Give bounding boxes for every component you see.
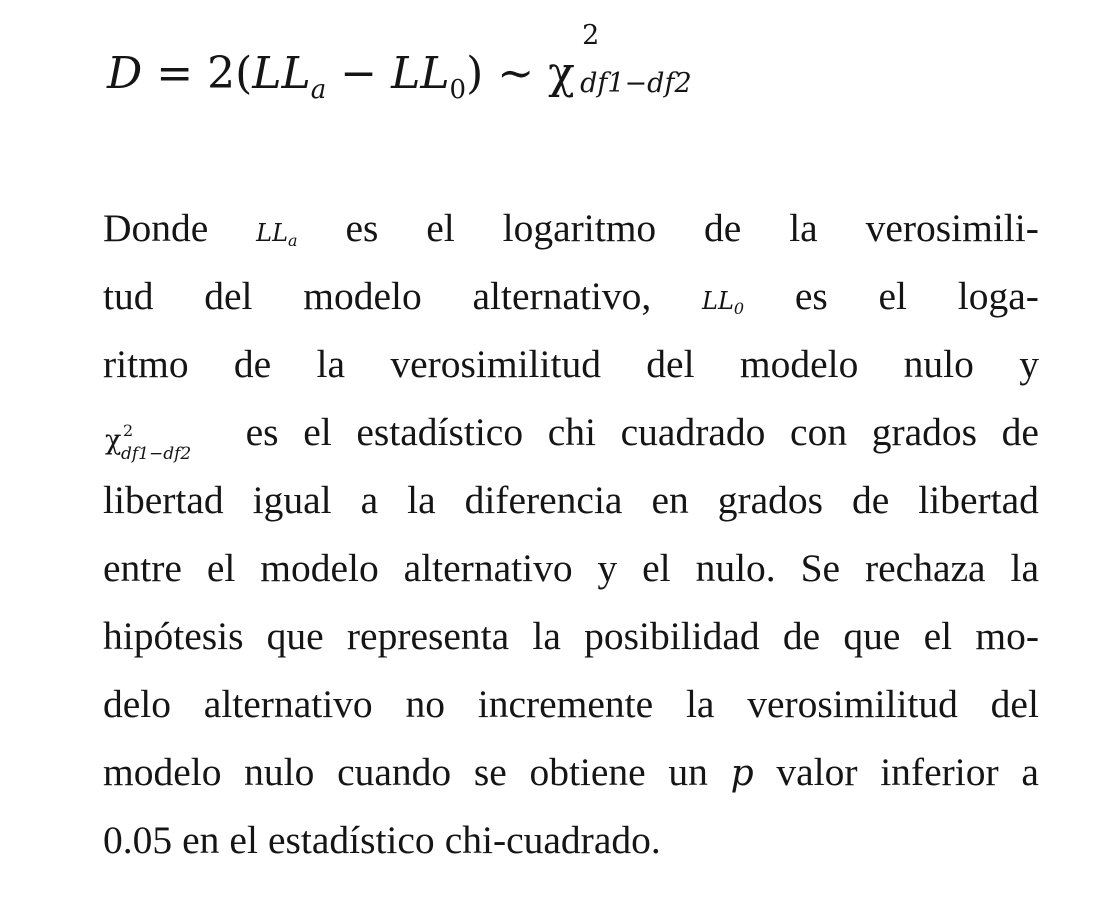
word: de: [782, 614, 821, 658]
word: Donde: [103, 206, 209, 250]
formula-equals: = 2(: [156, 48, 253, 99]
word: la: [532, 614, 561, 658]
inline-ll-0: $LL_0$: [702, 287, 745, 318]
word: nulo: [903, 342, 974, 386]
paragraph-line: [103, 194, 1039, 262]
word: incremente: [477, 682, 654, 726]
word: el: [642, 546, 671, 590]
paragraph-line: [103, 738, 1039, 806]
word: cuadrado: [620, 410, 766, 454]
word: que: [266, 614, 324, 658]
word: la: [1010, 546, 1039, 590]
word: de: [1001, 410, 1039, 454]
word: verosimilitud: [747, 682, 958, 726]
inline-p: p: [730, 753, 754, 794]
word: verosimilitud: [390, 342, 601, 386]
inline-ll-a: $LL_a$: [256, 219, 298, 250]
formula-d: D: [107, 48, 143, 99]
word: el: [878, 274, 907, 318]
word: alternativo: [403, 546, 573, 590]
word: del: [646, 342, 695, 386]
word: modelo: [103, 750, 222, 794]
word: en: [182, 818, 220, 862]
word: cuando: [337, 750, 452, 794]
formula-tilde: ~: [483, 48, 549, 99]
word: el: [426, 206, 455, 250]
word: de: [851, 478, 890, 522]
word: entre: [103, 546, 182, 590]
paragraph-line: [103, 670, 1039, 738]
word: 0.05: [103, 818, 173, 862]
word: a: [360, 478, 379, 522]
word: la: [685, 682, 715, 726]
word: tud: [103, 274, 154, 318]
formula-ll-a-sub: a: [310, 75, 327, 105]
word: a: [1021, 750, 1039, 794]
word: de: [704, 206, 742, 250]
word: no: [405, 682, 445, 726]
formula-ll-0: LL: [391, 48, 450, 99]
word: Se: [800, 546, 841, 590]
word: del: [990, 682, 1039, 726]
word: chi-cuadrado.: [444, 818, 661, 862]
word: estadístico: [356, 410, 524, 454]
word: ritmo: [103, 342, 189, 386]
word: alternativo: [203, 682, 373, 726]
word: en: [651, 478, 689, 522]
word: modelo: [260, 546, 379, 590]
word: grados: [717, 478, 824, 522]
formula-ll-a: LL: [252, 48, 311, 99]
word: es: [245, 410, 279, 454]
paragraph-line: [103, 330, 1039, 398]
word: rechaza: [864, 546, 986, 590]
word: delo: [103, 682, 172, 726]
word: el: [229, 818, 258, 862]
word: diferencia: [464, 478, 623, 522]
word: hipótesis: [103, 614, 244, 658]
formula-chi-sub: df1−df2: [580, 68, 692, 99]
word: se: [473, 750, 507, 794]
word: de: [233, 342, 272, 386]
word: grados: [871, 410, 978, 454]
word: un: [668, 750, 708, 794]
word: y: [597, 546, 618, 590]
word: representa: [346, 614, 510, 658]
word: valor: [776, 750, 858, 794]
word: del: [204, 274, 253, 318]
paragraph-line: [103, 398, 1039, 466]
formula-chi-symbol: χ: [548, 48, 575, 99]
formula-chi: [548, 20, 713, 106]
paragraph-line: [103, 534, 1039, 602]
word: libertad: [918, 478, 1039, 522]
formula-minus: −: [326, 48, 392, 99]
word: libertad: [103, 478, 224, 522]
inline-chi-squared: χ 2 df1−df2: [105, 421, 192, 464]
word: nulo.: [695, 546, 776, 590]
paragraph-line: [103, 602, 1039, 670]
word: modelo: [303, 274, 422, 318]
word: nulo: [244, 750, 315, 794]
explanation-paragraph: [103, 194, 1039, 874]
word: es: [345, 206, 379, 250]
formula-chi-sup: 2: [582, 20, 600, 51]
paragraph-line: [103, 806, 1039, 874]
word: verosimili-: [865, 206, 1039, 250]
word: loga-: [957, 274, 1039, 318]
word: igual: [252, 478, 332, 522]
word: alternativo,: [472, 274, 652, 318]
word: es: [794, 274, 828, 318]
word: estadístico: [267, 818, 435, 862]
word: el: [206, 546, 236, 590]
likelihood-ratio-formula: [107, 20, 713, 106]
word: la: [407, 478, 436, 522]
formula-rparen: ): [466, 48, 484, 99]
word: chi: [547, 410, 596, 454]
word: el: [303, 410, 332, 454]
word: y: [1019, 342, 1039, 386]
word: modelo: [739, 342, 859, 386]
word: la: [789, 206, 818, 250]
word: mo-: [975, 614, 1039, 658]
word: logaritmo: [502, 206, 657, 250]
word: el: [923, 614, 953, 658]
word: que: [843, 614, 901, 658]
word: la: [316, 342, 346, 386]
word: con: [790, 410, 848, 454]
word: inferior: [880, 750, 999, 794]
word: posibilidad: [584, 614, 760, 658]
formula-ll-0-sub: 0: [449, 75, 467, 105]
word: obtiene: [529, 750, 646, 794]
paragraph-line: [103, 466, 1039, 534]
paragraph-line: [103, 262, 1039, 330]
